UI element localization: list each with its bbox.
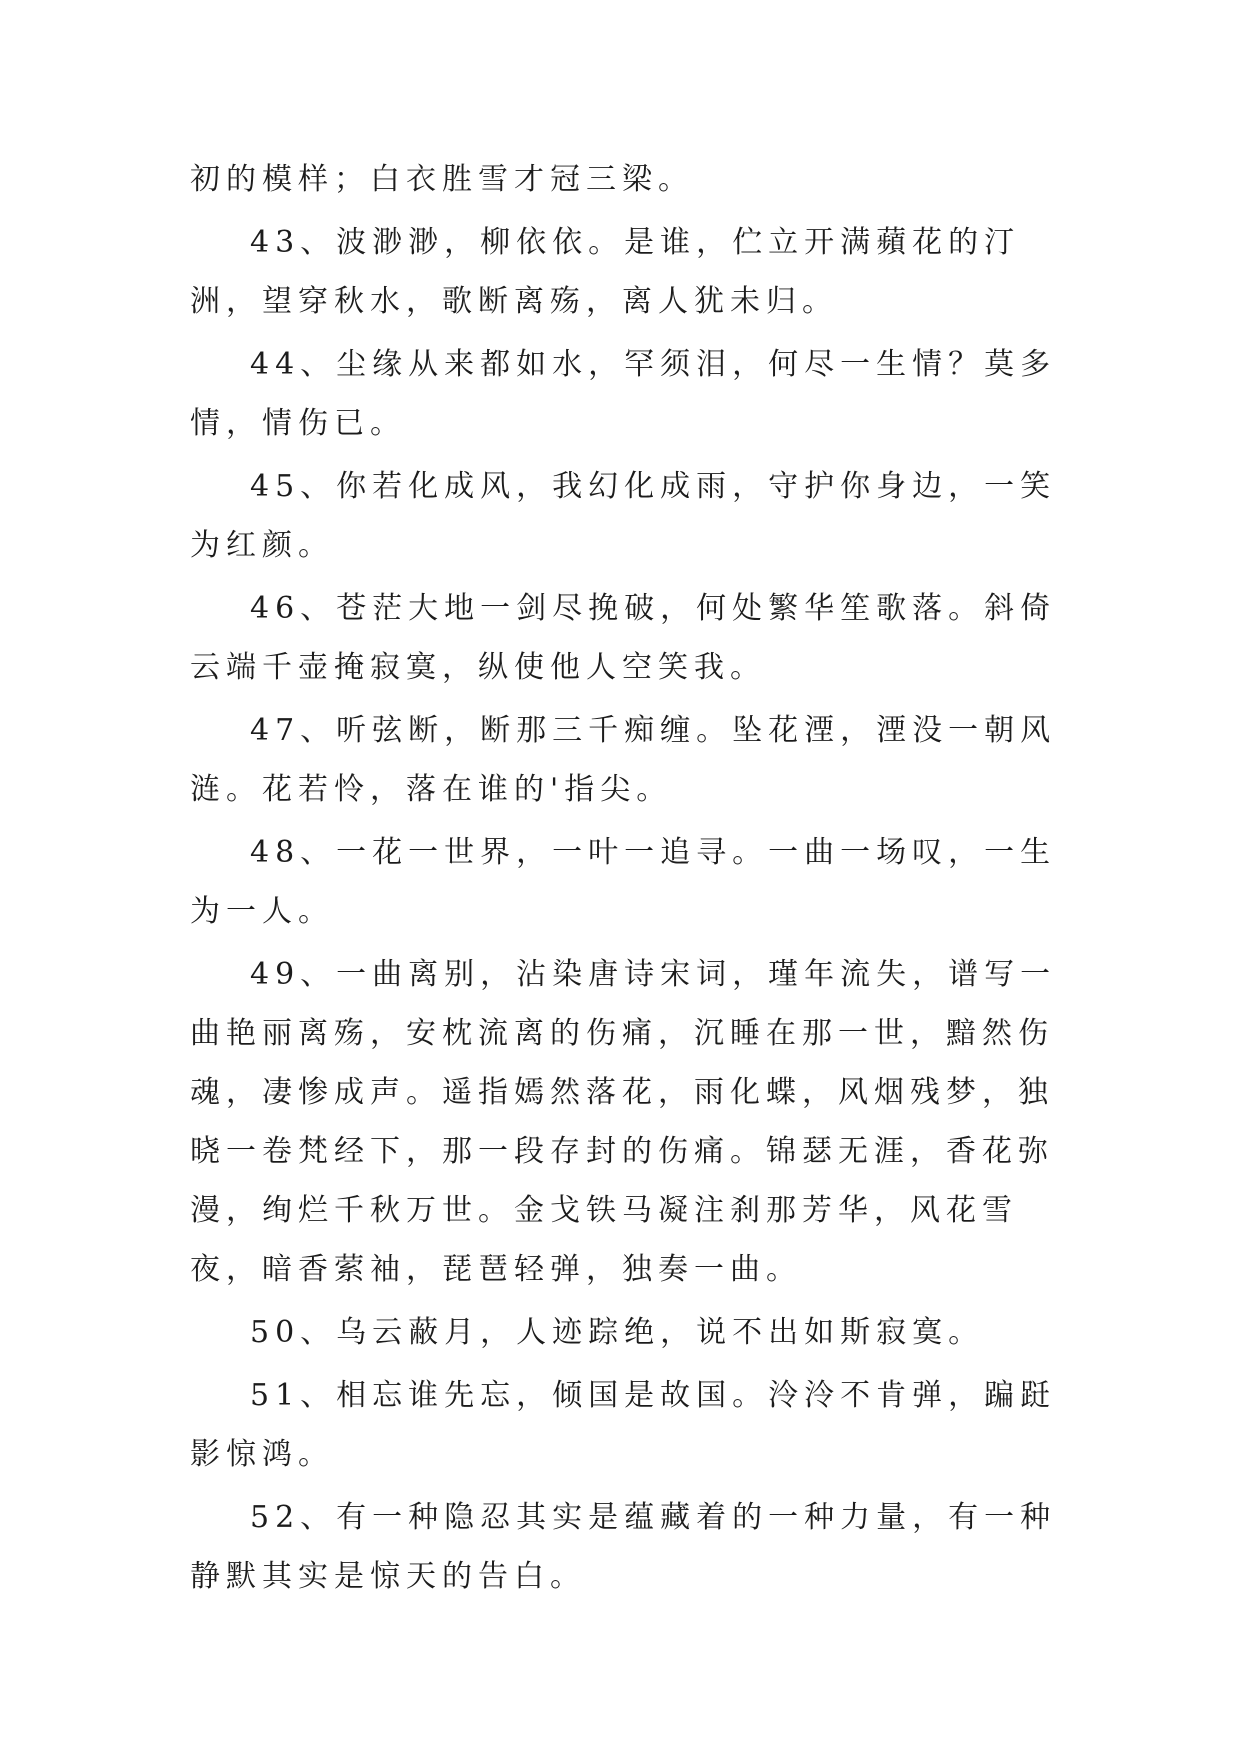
paragraph-49: 49、一曲离别，沾染唐诗宋词，瑾年流失，谱写一曲艳丽离殇，安枕流离的伤痛，沉睡在那一世，黯然伤魂，凄惨成声。遥指嫣然落花，雨化蝶，风烟残梦，独晓一卷梵经下，那一段存封的伤痛。锦瑟无涯，香花弥漫，绚烂千秋万世。金戈铁马凝注刹那芳华，风花雪夜，暗香萦袖，琵琶轻弹，独奏一曲。 xyxy=(190,957,1057,1287)
paragraph-46: 46、苍茫大地一剑尽挽破，何处繁华笙歌落。斜倚云端千壶掩寂寞，纵使他人空笑我。 xyxy=(190,591,1057,685)
paragraph-52: 52、有一种隐忍其实是蕴藏着的一种力量，有一种静默其实是惊天的告白。 xyxy=(190,1500,1057,1594)
paragraph-47: 47、听弦断，断那三千痴缠。坠花湮，湮没一朝风涟。花若怜，落在谁的'指尖。 xyxy=(190,713,1057,807)
paragraph-44: 44、尘缘从来都如水，罕须泪，何尽一生情？莫多情，情伤已。 xyxy=(190,347,1057,441)
paragraph-50: 50、乌云蔽月，人迹踪绝，说不出如斯寂寞。 xyxy=(250,1315,985,1350)
paragraph-48: 48、一花一世界，一叶一追寻。一曲一场叹，一生为一人。 xyxy=(190,835,1057,929)
document-body xyxy=(190,150,1070,1606)
paragraph-51: 51、相忘谁先忘，倾国是故国。泠泠不肯弹，蹁跹影惊鸿。 xyxy=(190,1378,1057,1472)
paragraph-43: 43、波渺渺，柳依依。是谁，伫立开满蘋花的汀洲，望穿秋水，歌断离殇，离人犹未归。 xyxy=(190,225,1021,319)
paragraph-45: 45、你若化成风，我幻化成雨，守护你身边，一笑为红颜。 xyxy=(190,469,1057,563)
paragraph-continuation: 初的模样；白衣胜雪才冠三梁。 xyxy=(190,162,694,197)
